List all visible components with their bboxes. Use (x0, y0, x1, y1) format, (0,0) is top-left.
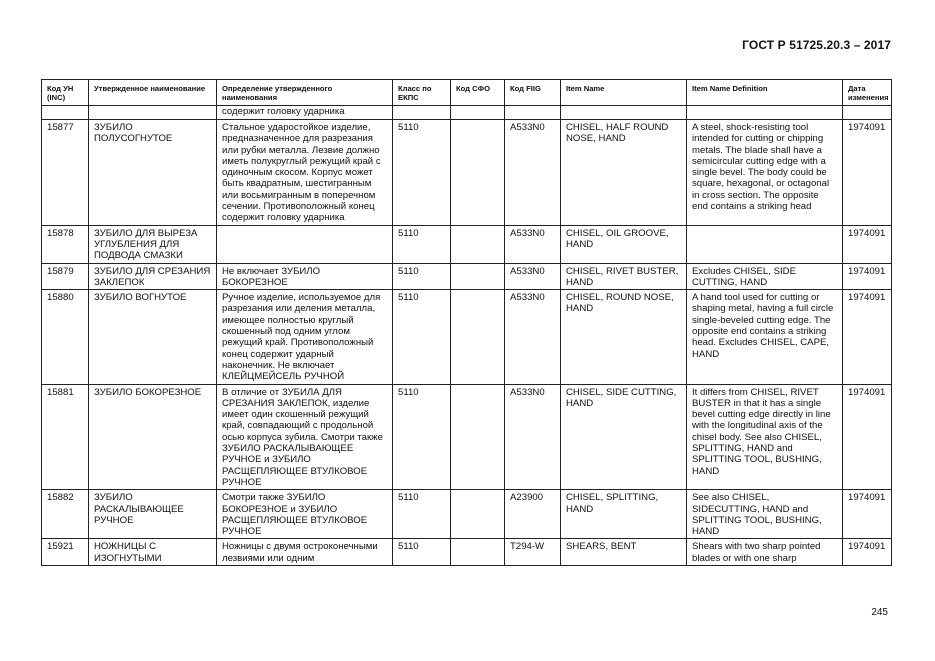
cell-sfo (451, 120, 505, 226)
cell-ekps: 5110 (393, 225, 451, 263)
column-header-name: Утвержденное наименование (89, 80, 217, 106)
table-row (42, 120, 892, 226)
column-header-definition: Определение утвержденного наименования (217, 80, 393, 106)
cell-fiig: A533N0 (505, 263, 561, 290)
cell-name: ЗУБИЛО РАСКАЛЫВАЮЩЕЕ РУЧНОЕ (89, 490, 217, 539)
document-header: ГОСТ Р 51725.20.3 – 2017 (742, 38, 891, 52)
cell-item-definition: It differs from CHISEL, RIVET BUSTER in that it has a single bevel cutting edge directly in line with the longitudinal axis of the chisel body. See also CHISEL, SPLITTING, HAND and SPLITTING TOOL, BUSHING, HAND (687, 384, 843, 490)
cell-item-name: CHISEL, RIVET BUSTER, HAND (561, 263, 687, 290)
cell-definition: Смотри также ЗУБИЛО БОКОРЕЗНОЕ и ЗУБИЛО РАСЩЕПЛЯЮЩЕЕ ВТУЛКОВОЕ РУЧНОЕ (217, 490, 393, 539)
cell-inc: 15882 (42, 490, 89, 539)
cell-name: НОЖНИЦЫ С ИЗОГНУТЫМИ (89, 539, 217, 566)
cell-date: 1974091 (843, 490, 892, 539)
cell-date: 1974091 (843, 539, 892, 566)
cell-fiig: A23900 (505, 490, 561, 539)
cell-item-name: CHISEL, ROUND NOSE, HAND (561, 290, 687, 384)
cell-inc: 15921 (42, 539, 89, 566)
cell-inc: 15877 (42, 120, 89, 226)
cell-inc: 15880 (42, 290, 89, 384)
cell-fiig: T294-W (505, 539, 561, 566)
table-row (42, 539, 892, 566)
cell-ekps (393, 106, 451, 120)
cell-ekps: 5110 (393, 263, 451, 290)
cell-item-name: CHISEL, OIL GROOVE, HAND (561, 225, 687, 263)
cell-item-definition: A steel, shock-resisting tool intended for cutting or chipping metals. The blade shall have a semicircular cutting edge with a single bevel. The body could be square, hexagonal, or octagonal in cross section. The opposite end contains a striking head (687, 120, 843, 226)
cell-sfo (451, 106, 505, 120)
cell-name: ЗУБИЛО ДЛЯ СРЕЗАНИЯ ЗАКЛЕПОК (89, 263, 217, 290)
cell-item-definition (687, 225, 843, 263)
cell-date: 1974091 (843, 263, 892, 290)
cell-item-name: SHEARS, BENT (561, 539, 687, 566)
cell-fiig: A533N0 (505, 384, 561, 490)
table-body (42, 106, 892, 566)
cell-sfo (451, 290, 505, 384)
cell-item-name: CHISEL, SPLITTING, HAND (561, 490, 687, 539)
table-row (42, 384, 892, 490)
table-header-row (42, 80, 892, 106)
cell-name: ЗУБИЛО ДЛЯ ВЫРЕЗА УГЛУБЛЕНИЯ ДЛЯ ПОДВОДА СМАЗКИ (89, 225, 217, 263)
column-header-fiig: Код FIIG (505, 80, 561, 106)
cell-inc: 15879 (42, 263, 89, 290)
cell-name (89, 106, 217, 120)
table-row (42, 290, 892, 384)
cell-date (843, 106, 892, 120)
classification-table (41, 79, 892, 566)
cell-item-name: CHISEL, HALF ROUND NOSE, HAND (561, 120, 687, 226)
table-row (42, 225, 892, 263)
cell-name: ЗУБИЛО ВОГНУТОЕ (89, 290, 217, 384)
cell-item-definition: See also CHISEL, SIDECUTTING, HAND and SPLITTING TOOL, BUSHING, HAND (687, 490, 843, 539)
cell-sfo (451, 539, 505, 566)
cell-item-name: CHISEL, SIDE CUTTING, HAND (561, 384, 687, 490)
cell-ekps: 5110 (393, 490, 451, 539)
cell-fiig (505, 106, 561, 120)
cell-definition: Не включает ЗУБИЛО БОКОРЕЗНОЕ (217, 263, 393, 290)
cell-fiig: A533N0 (505, 225, 561, 263)
cell-definition: Ножницы с двумя остроконечными лезвиями или одним (217, 539, 393, 566)
cell-item-definition: Shears with two sharp pointed blades or with one sharp (687, 539, 843, 566)
cell-inc: 15881 (42, 384, 89, 490)
table-row-continuation (42, 106, 892, 120)
column-header-item-definition: Item Name Definition (687, 80, 843, 106)
column-header-ekps: Класс по ЕКПС (393, 80, 451, 106)
cell-fiig: A533N0 (505, 120, 561, 226)
cell-ekps: 5110 (393, 384, 451, 490)
cell-name: ЗУБИЛО ПОЛУСОГНУТОЕ (89, 120, 217, 226)
cell-inc (42, 106, 89, 120)
cell-item-definition: A hand tool used for cutting or shaping metal, having a full circle single-beveled cutting edge. The opposite end contains a striking head. Excludes CHISEL, CAPE, HAND (687, 290, 843, 384)
table-row (42, 490, 892, 539)
cell-sfo (451, 263, 505, 290)
cell-name: ЗУБИЛО БОКОРЕЗНОЕ (89, 384, 217, 490)
cell-item-name (561, 106, 687, 120)
cell-sfo (451, 225, 505, 263)
cell-ekps: 5110 (393, 290, 451, 384)
cell-ekps: 5110 (393, 539, 451, 566)
cell-date: 1974091 (843, 384, 892, 490)
column-header-item-name: Item Name (561, 80, 687, 106)
cell-sfo (451, 384, 505, 490)
cell-definition: Стальное ударостойкое изделие, предназначенное для разрезания или рубки металла. Лезвие должно иметь полукруглый режущий край с одиночным скосом. Корпус может быть квадратным, шестигранным или восьмигранным в поперечном сечении. Противоположный конец содержит головку ударника (217, 120, 393, 226)
cell-item-definition (687, 106, 843, 120)
cell-definition: Ручное изделие, используемое для разрезания или деления металла, имеющее полностью круглый скошенный под одним углом режущий край. Противоположный конец содержит ударный наконечник. Не включает КЛЕЙЦМЕЙСЕЛЬ РУЧНОЙ (217, 290, 393, 384)
cell-date: 1974091 (843, 290, 892, 384)
column-header-sfo: Код СФО (451, 80, 505, 106)
column-header-date: Дата изменения (843, 80, 892, 106)
cell-definition: В отличие от ЗУБИЛА ДЛЯ СРЕЗАНИЯ ЗАКЛЕПОК, изделие имеет один скошенный режущий край, совпадающий с продольной осью корпуса зубила. Смотри также ЗУБИЛО РАСКАЛЫВАЮЩЕЕ РУЧНОЕ и ЗУБИЛО РАСЩЕПЛЯЮЩЕЕ ВТУЛКОВОЕ РУЧНОЕ (217, 384, 393, 490)
column-header-inc: Код УН (INC) (42, 80, 89, 106)
table-row (42, 263, 892, 290)
cell-ekps: 5110 (393, 120, 451, 226)
cell-fiig: A533N0 (505, 290, 561, 384)
page-number: 245 (871, 607, 888, 618)
cell-date: 1974091 (843, 120, 892, 226)
cell-item-definition: Excludes CHISEL, SIDE CUTTING, HAND (687, 263, 843, 290)
cell-sfo (451, 490, 505, 539)
cell-definition: содержит головку ударника (217, 106, 393, 120)
cell-definition (217, 225, 393, 263)
cell-inc: 15878 (42, 225, 89, 263)
cell-date: 1974091 (843, 225, 892, 263)
